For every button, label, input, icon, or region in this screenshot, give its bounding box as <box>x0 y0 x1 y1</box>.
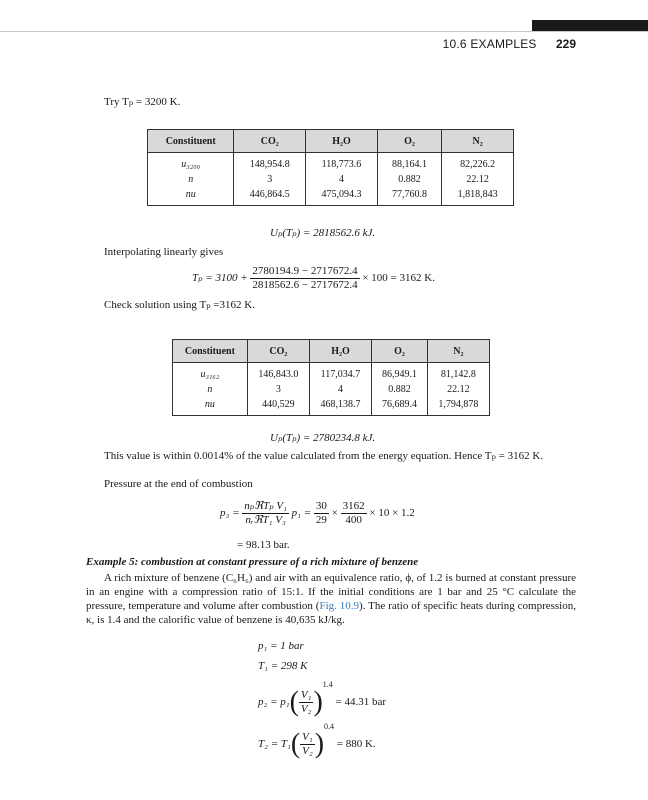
col-header: Constituent <box>148 130 234 153</box>
interp-rhs: × 100 = 3162 K. <box>362 272 435 285</box>
p2-rhs: = 44.31 bar <box>335 696 387 708</box>
p2-lhs: p₂ = p₁ <box>258 696 290 708</box>
table-cell: 4 <box>306 172 378 187</box>
condition-p1: p₁ = 1 bar <box>258 640 304 652</box>
col-header: O₂ <box>377 130 441 153</box>
header-bar <box>532 20 648 31</box>
try-line: Try Tₚ = 3200 K. <box>104 96 181 108</box>
example-title: Example 5: combustion at constant pressure of a rich mixture of benzene <box>86 556 419 568</box>
example-body-pre: A rich mixture of benzene (C₆H₆) and air with an equivalence ratio, ϕ, of 1.2 is burned at constant pressure in an engine with a compression ratio of 15:1. If the initial conditions are 1 bar and 25 °C calculate the pressure, temperature and volume after combustion ( <box>86 572 576 612</box>
pressure-f2-num: 30 <box>315 500 327 512</box>
table-header-row <box>148 130 514 153</box>
right-paren: ) <box>313 686 323 718</box>
page-number: 229 <box>555 37 576 51</box>
equation-energy-3162: Uₚ(Tₚ) = 2780234.8 kJ. <box>270 432 376 444</box>
example-body-post: ). The ratio of specific heats during compression, κ, is 1.4 and the calorific value of benzene is 40,635 kJ/kg. <box>86 600 576 626</box>
row-label: u₃₂₀₀ <box>148 153 234 173</box>
col-header: CO₂ <box>234 130 306 153</box>
pressure-result: = 98.13 bar. <box>237 539 290 551</box>
table-row <box>173 397 490 416</box>
table-row <box>148 187 514 206</box>
table-cell: 3 <box>247 382 309 397</box>
equation-t2 <box>258 722 376 758</box>
pressure-fraction-1 <box>242 500 289 527</box>
table-cell: 0.882 <box>372 382 428 397</box>
table-cell: 76,689.4 <box>372 397 428 416</box>
table-cell: 22.12 <box>427 382 489 397</box>
interpolating-text: Interpolating linearly gives <box>104 246 224 258</box>
pressure-f3-num: 3162 <box>342 500 365 512</box>
interp-fraction <box>250 265 359 292</box>
right-paren: ) <box>314 728 325 760</box>
row-label: nu <box>173 397 248 416</box>
table-cell: 77,760.8 <box>377 187 441 206</box>
interp-numerator: 2780194.9 − 2717672.4 <box>252 265 358 277</box>
table-cell: 475,094.3 <box>306 187 378 206</box>
table-u3200 <box>147 129 514 206</box>
col-header: N₂ <box>427 340 489 363</box>
pressure-text: Pressure at the end of combustion <box>104 478 253 490</box>
table-cell: 1,818,843 <box>442 187 514 206</box>
equation-energy-3200: Uₚ(Tₚ) = 2818562.6 kJ. <box>270 227 376 239</box>
interp-lhs: Tₚ = 3100 + <box>192 272 248 285</box>
figure-link[interactable]: Fig. 10.9 <box>319 600 360 612</box>
col-header: H₂O <box>306 130 378 153</box>
table-cell: 468,138.7 <box>309 397 371 416</box>
table-cell: 4 <box>309 382 371 397</box>
pressure-fraction-2 <box>314 500 329 527</box>
pressure-f2-den: 29 <box>315 514 327 526</box>
t2-ratio-den: V₂ <box>302 744 313 757</box>
example-body <box>86 571 576 627</box>
pressure-times: × <box>331 507 338 520</box>
table-cell: 88,164.1 <box>377 153 441 173</box>
row-label: nu <box>148 187 234 206</box>
col-header: Constituent <box>173 340 248 363</box>
t2-rhs: = 880 K. <box>336 738 376 750</box>
table-cell: 1,794,878 <box>427 397 489 416</box>
check-solution-text: Check solution using Tₚ =3162 K. <box>104 299 255 311</box>
table-cell: 440,529 <box>247 397 309 416</box>
row-label: n <box>173 382 248 397</box>
table-cell: 3 <box>234 172 306 187</box>
pressure-lhs: p₃ = <box>220 507 240 520</box>
table-cell: 118,773.6 <box>306 153 378 173</box>
table-cell: 146,843.0 <box>247 363 309 383</box>
header-rule <box>0 31 648 32</box>
p2-ratio-num: V₁ <box>300 688 312 701</box>
table-cell: 148,954.8 <box>234 153 306 173</box>
within-paragraph: This value is within 0.0014% of the value calculated from the energy equation. Hence Tₚ = 3162 K. <box>104 450 544 462</box>
equation-pressure <box>220 500 415 527</box>
table-cell: 0.882 <box>377 172 441 187</box>
row-label: u₃₁₆₂ <box>173 363 248 383</box>
left-paren: ( <box>289 686 299 718</box>
table-row <box>148 153 514 173</box>
interp-denominator: 2818562.6 − 2717672.4 <box>252 279 358 291</box>
running-head <box>443 37 576 51</box>
p2-exponent: 1.4 <box>322 680 333 689</box>
table-cell: 117,034.7 <box>309 363 371 383</box>
condition-t1: T₁ = 298 K <box>258 660 308 672</box>
table-cell: 446,864.5 <box>234 187 306 206</box>
table-header-row <box>173 340 490 363</box>
section-title: 10.6 EXAMPLES <box>442 37 537 51</box>
t2-ratio-num: V₁ <box>302 730 313 743</box>
pressure-f1-den: nᵣℜT₁ V₃ <box>245 514 286 526</box>
t2-ratio <box>300 731 315 758</box>
pressure-tail: × 10 × 1.2 <box>369 507 415 520</box>
t2-exponent: 0.4 <box>324 722 335 731</box>
table-row <box>173 363 490 383</box>
left-paren: ( <box>290 728 301 760</box>
col-header: CO₂ <box>247 340 309 363</box>
equation-p2 <box>258 680 386 716</box>
table-row <box>148 172 514 187</box>
table-row <box>173 382 490 397</box>
pressure-fraction-3 <box>341 500 367 527</box>
table-u3162 <box>172 339 490 416</box>
pressure-mid: p₁ = <box>291 507 312 520</box>
pressure-f3-den: 400 <box>345 514 362 526</box>
equation-interpolation <box>192 265 435 292</box>
t2-lhs: T₂ = T₁ <box>258 738 291 750</box>
p2-ratio <box>299 689 314 716</box>
table-cell: 86,949.1 <box>372 363 428 383</box>
col-header: N₂ <box>442 130 514 153</box>
table-cell: 81,142.8 <box>427 363 489 383</box>
pressure-f1-num: nₚℜTₚ V₁ <box>244 500 287 512</box>
col-header: H₂O <box>309 340 371 363</box>
table-cell: 22.12 <box>442 172 514 187</box>
p2-ratio-den: V₂ <box>300 702 312 715</box>
table-cell: 82,226.2 <box>442 153 514 173</box>
row-label: n <box>148 172 234 187</box>
col-header: O₂ <box>372 340 428 363</box>
